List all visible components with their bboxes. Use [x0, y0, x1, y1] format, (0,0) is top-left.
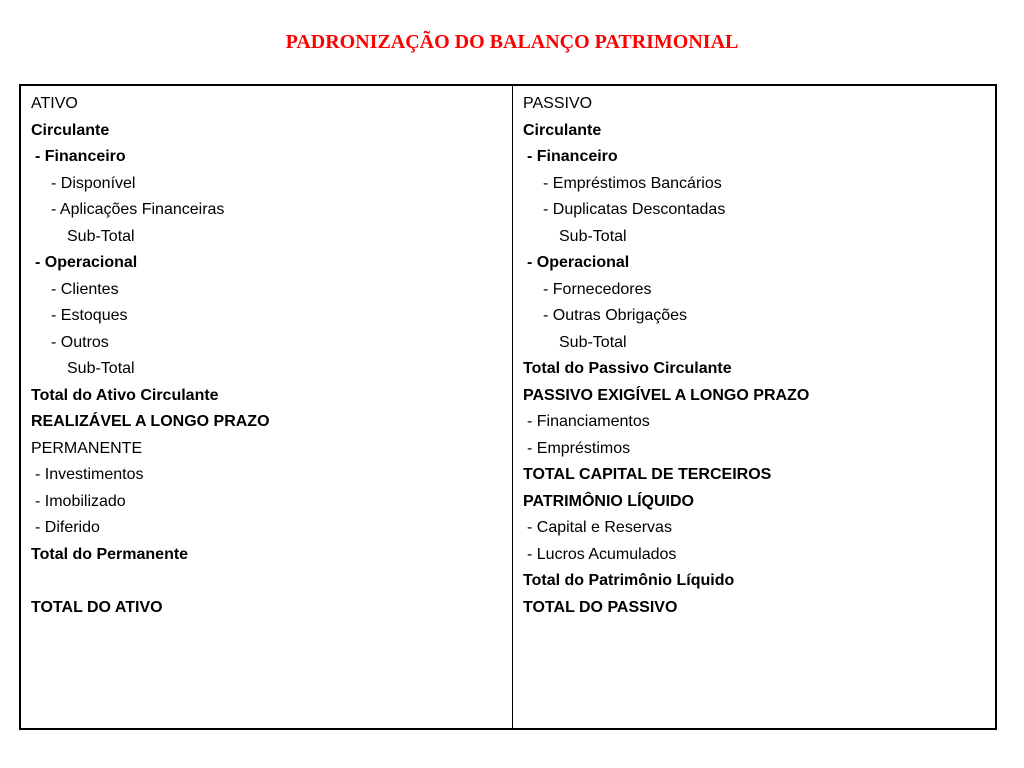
- passivo-total-circulante: Total do Passivo Circulante: [523, 360, 732, 377]
- passivo-capital-reservas: - Capital e Reservas: [527, 519, 672, 536]
- ativo-spacer: [31, 568, 512, 595]
- ativo-operacional: - Operacional: [35, 254, 138, 271]
- ativo-heading: ATIVO: [31, 95, 78, 112]
- ativo-subtotal-financeiro: Sub-Total: [67, 227, 135, 245]
- balance-sheet-table: [19, 84, 997, 730]
- passivo-exigivel: PASSIVO EXIGÍVEL A LONGO PRAZO: [523, 386, 810, 404]
- passivo-fornecedores: - Fornecedores: [543, 280, 652, 298]
- page-title: PADRONIZAÇÃO DO BALANÇO PATRIMONIAL: [285, 31, 739, 53]
- ativo-permanente: PERMANENTE: [31, 439, 143, 457]
- ativo-total-permanente: Total do Permanente: [31, 545, 189, 563]
- ativo-total: TOTAL DO ATIVO: [31, 598, 163, 616]
- passivo-financiamentos: - Financiamentos: [527, 413, 650, 430]
- ativo-total-circulante: Total do Ativo Circulante: [31, 386, 219, 404]
- ativo-financeiro: - Financeiro: [35, 148, 126, 165]
- passivo-duplicatas: - Duplicatas Descontadas: [543, 201, 726, 218]
- passivo-total: TOTAL DO PASSIVO: [523, 598, 678, 616]
- passivo-circulante: Circulante: [523, 121, 602, 139]
- passivo-heading: PASSIVO: [523, 95, 593, 112]
- ativo-circulante: Circulante: [31, 121, 110, 139]
- ativo-imobilizado: - Imobilizado: [35, 492, 126, 510]
- passivo-financeiro: - Financeiro: [527, 148, 618, 165]
- ativo-outros: - Outros: [51, 333, 109, 351]
- passivo-subtotal-financeiro: Sub-Total: [559, 227, 627, 245]
- passivo-lucros: - Lucros Acumulados: [527, 545, 677, 563]
- passivo-subtotal-operacional: Sub-Total: [559, 333, 627, 351]
- ativo-estoques: - Estoques: [51, 307, 128, 324]
- ativo-column: [21, 86, 513, 728]
- passivo-total-terceiros: TOTAL CAPITAL DE TERCEIROS: [523, 466, 772, 483]
- passivo-operacional: - Operacional: [527, 254, 630, 271]
- ativo-clientes: - Clientes: [51, 280, 119, 298]
- ativo-subtotal-operacional: Sub-Total: [67, 360, 135, 377]
- passivo-emprestimos: - Empréstimos: [527, 439, 631, 457]
- passivo-total-patrimonio: Total do Patrimônio Líquido: [523, 572, 735, 589]
- ativo-investimentos: - Investimentos: [35, 466, 144, 483]
- ativo-aplicacoes: - Aplicações Financeiras: [51, 201, 225, 218]
- passivo-outras-obrigacoes: - Outras Obrigações: [543, 307, 688, 324]
- passivo-patrimonio: PATRIMÔNIO LÍQUIDO: [523, 492, 694, 510]
- passivo-column: [513, 86, 995, 728]
- ativo-realizavel: REALIZÁVEL A LONGO PRAZO: [31, 413, 270, 430]
- passivo-emprestimos-bancarios: - Empréstimos Bancários: [543, 174, 722, 192]
- ativo-diferido: - Diferido: [35, 519, 100, 536]
- ativo-disponivel: - Disponível: [51, 174, 136, 192]
